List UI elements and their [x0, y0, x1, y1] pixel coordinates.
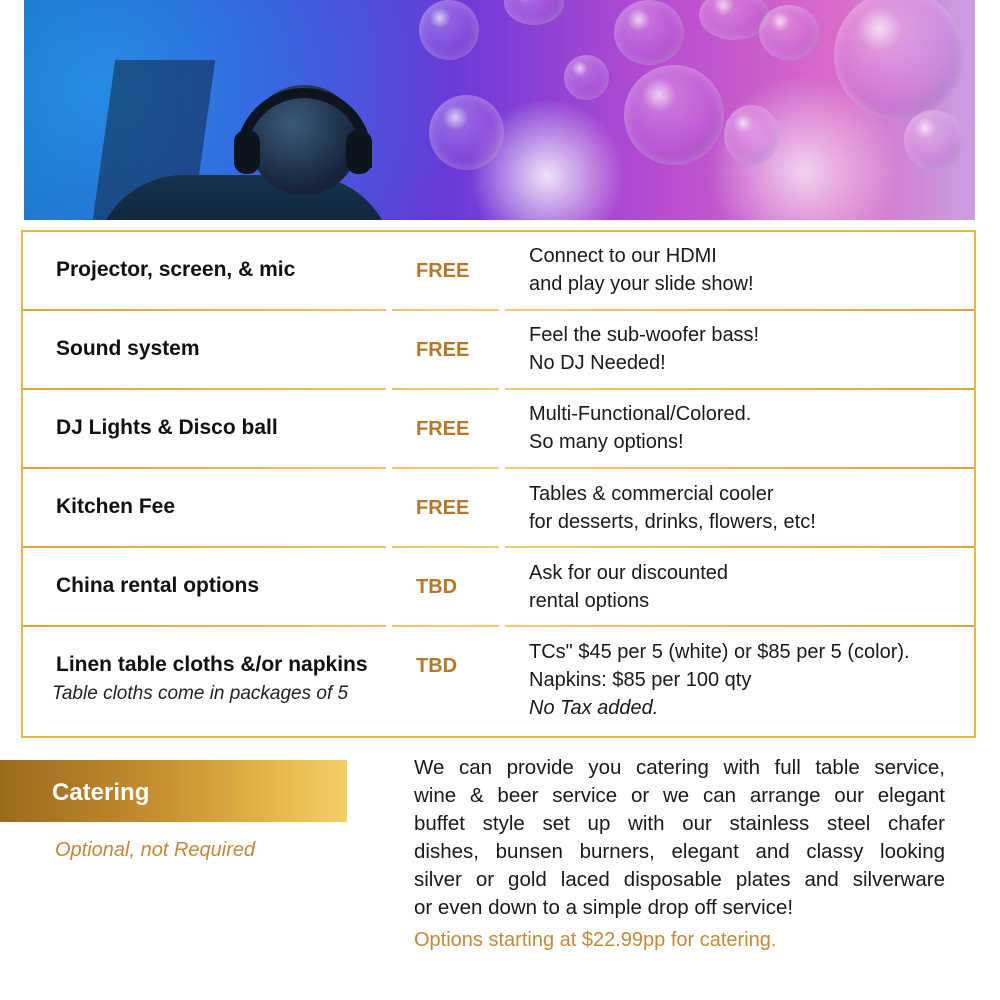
bubble [429, 95, 504, 170]
catering-line: buffet style set up with our stainless steel chafer [414, 812, 945, 835]
bubble [724, 105, 779, 165]
catering-line: wine & beer service or we can arrange our elegant [414, 784, 945, 807]
catering-line: silver or gold laced disposable plates and silverware [414, 868, 945, 891]
item-description: Feel the sub-woofer bass! No DJ Needed! [529, 324, 760, 374]
bubble [904, 110, 964, 170]
catering-line: or even down to a simple drop off service! [414, 896, 794, 919]
price-label: TBD [416, 655, 458, 677]
bubble [624, 65, 724, 165]
item-name: Linen table cloths &/or napkins [56, 653, 368, 676]
tax-note: No Tax added. [529, 697, 659, 719]
price-label: FREE [416, 418, 470, 440]
price-label: FREE [416, 339, 470, 361]
bubble [419, 0, 479, 60]
catering-price-note: Options starting at $22.99pp for catering. [414, 929, 777, 951]
item-name: DJ Lights & Disco ball [56, 416, 278, 439]
column-gap [386, 232, 392, 736]
bubble [759, 5, 819, 60]
price-label: TBD [416, 576, 458, 598]
catering-subtitle: Optional, not Required [55, 839, 256, 861]
price-label: FREE [416, 260, 470, 282]
catering-title: Catering [52, 779, 150, 806]
bubble [564, 55, 609, 100]
catering-line: dishes, bunsen burners, elegant and classy looking [414, 840, 945, 863]
item-subtitle: Table cloths come in packages of 5 [52, 683, 349, 704]
item-name: China rental options [56, 574, 260, 597]
column-gap [499, 232, 505, 736]
item-description: TCs" $45 per 5 (white) or $85 per 5 (color). Napkins: $85 per 100 qty No Tax added. [529, 638, 910, 722]
bubble [834, 0, 964, 120]
item-name: Projector, screen, & mic [56, 258, 296, 281]
item-name: Kitchen Fee [56, 495, 176, 518]
bubble [614, 0, 684, 65]
item-description: Multi-Functional/Colored. So many options! [529, 403, 752, 453]
price-label: FREE [416, 497, 470, 519]
catering-line: We can provide you catering with full table service, [414, 756, 945, 779]
headphone-cup-left [234, 130, 260, 174]
amenities-table [21, 230, 976, 738]
item-name: Sound system [56, 337, 200, 360]
catering-description [414, 754, 945, 922]
headphone-cup-right [346, 130, 372, 174]
item-description: Connect to our HDMI and play your slide show! [529, 245, 754, 295]
bubble [504, 0, 564, 25]
item-description: Ask for our discounted rental options [529, 562, 728, 612]
item-description: Tables & commercial cooler for desserts, drinks, flowers, etc! [529, 483, 816, 533]
hero-image [24, 0, 975, 220]
